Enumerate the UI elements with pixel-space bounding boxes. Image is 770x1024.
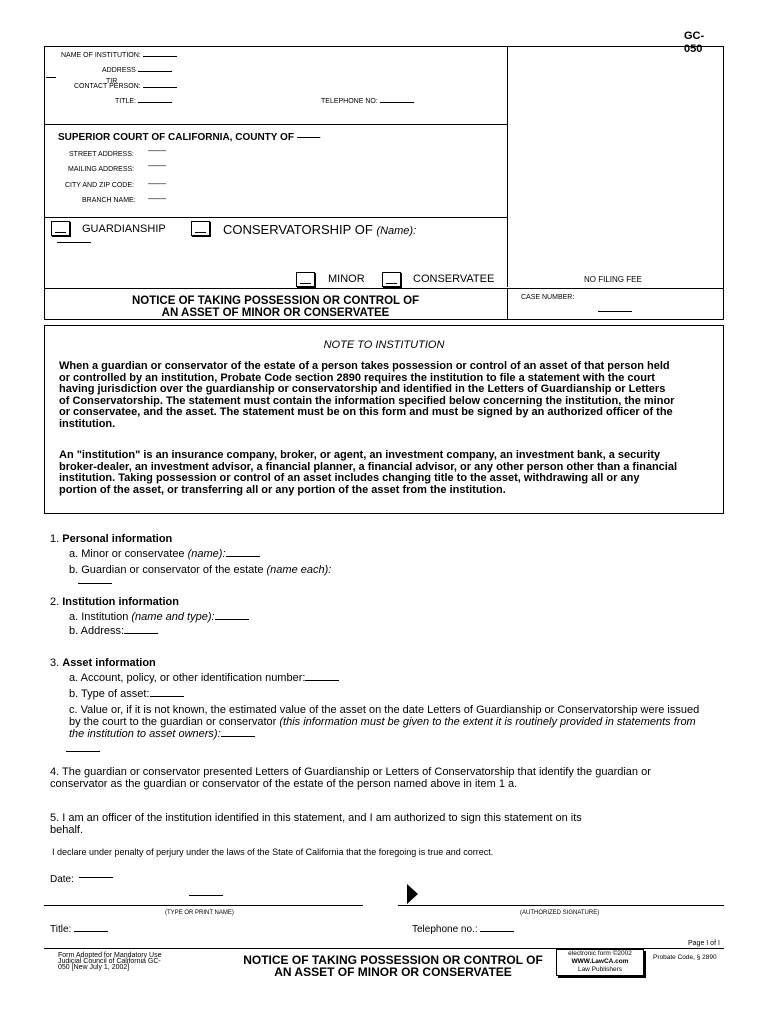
probate-code: Probate Code, § 2890 [653, 954, 717, 961]
address-label: ADDRESS [102, 67, 172, 74]
asset-value-field[interactable] [66, 751, 100, 752]
title-field-label: Title: [50, 924, 108, 935]
item-3-heading: 3. Asset information [50, 657, 156, 669]
mailing-address-label: MAILING ADDRESS: [68, 166, 135, 173]
guardianship-checkbox[interactable] [51, 221, 70, 236]
authorized-signature-label: (AUTHORIZED SIGNATURE) [520, 910, 600, 916]
case-number-label: CASE NUMBER: [521, 294, 575, 301]
title-label: TITLE: [115, 98, 172, 105]
conservatee-label: CONSERVATEE [413, 273, 495, 285]
conservatorship-label: CONSERVATORSHIP OF (Name): [223, 222, 417, 237]
item-1a: a. Minor or conservatee (name): [69, 548, 260, 560]
page-number: Page I of I [688, 940, 720, 947]
printed-name-field[interactable] [189, 895, 223, 896]
form-adopted: Form Adopted for Mandatory Use Judicial Council of California GC- 050 [New July 1, 2002] [58, 952, 162, 971]
item-1-heading: 1. Personal information [50, 533, 173, 545]
type-print-label: (TYPE OR PRINT NAME) [165, 910, 234, 916]
note-paragraph-1: When a guardian or conservator of the estate of a person takes possession or control of an asset of that person held or controlled by an institution, Probate Code section 2890 requires the institution to file a statement with the court having jurisdiction over the guardianship or conservatorship and identified in the Letters of Guardianship or Letters of Conservatorship. The statement must contain the information specified below concerning the institution, the minor or conservatee, and the asset. The statement must be on this form and must be signed by an authorized officer of the institution. [59, 360, 675, 430]
court-title: SUPERIOR COURT OF CALIFORNIA, COUNTY OF ––––– [58, 132, 320, 143]
declaration: I declare under penalty of perjury under the laws of the State of California that the foregoing is true and correct. [52, 847, 494, 857]
publisher-badge: electronic form ©2002 WWW.LawCA.com Law Publishers [556, 949, 644, 976]
date-label: Date: [50, 874, 74, 885]
footer-title: NOTICE OF TAKING POSSESSION OR CONTROL OF AN ASSET OF MINOR OR CONSERVATEE [243, 953, 543, 979]
item-4: 4. The guardian or conservator presented Letters of Guardianship or Letters of Conservatorship that identify the guardian or conservator as the guardian or conservator of the estate of the person named above in item 1 a. [50, 766, 651, 790]
item-2b: b. Address: [69, 625, 158, 637]
item-2a: a. Institution (name and type): [69, 611, 249, 623]
no-filing-fee: NO FILING FEE [584, 275, 642, 284]
guardian-name-field[interactable] [78, 583, 112, 584]
telephone-label: TELEPHONE NO: [321, 98, 414, 105]
item-3c: c. Value or, if it is not known, the estimated value of the asset on the date Letters of Guardianship or Conservatorship were issued by the court to the guardian or conservator (this information must be given to the extent it is routinely provided in statements from the institution to asset owners): [69, 704, 700, 740]
item-5: 5. I am an officer of the institution identified in this statement, and I am authorized to sign this statement on its behalf. [50, 812, 582, 836]
guardianship-label: GUARDIANSHIP [82, 223, 166, 235]
name-of-institution-label: NAME OF INSTITUTION: [61, 52, 177, 59]
signature-arrow-icon [407, 884, 418, 904]
telephone-field-label: Telephone no.: [412, 924, 514, 935]
note-paragraph-2: An "institution" is an insurance company, broker, or agent, an investment company, an investment bank, a security broker-dealer, an investment advisor, a financial planner, a financial advisor, or any other person other than a financial institution. Taking possession or control of an asset includes changing title to the asset, withdrawing all or any portion of the asset, or transferring all or any portion of the asset from the institution. [59, 449, 678, 496]
note-heading: NOTE TO INSTITUTION [323, 339, 445, 351]
item-1b: b. Guardian or conservator of the estate (name each): [69, 564, 332, 576]
minor-label: MINOR [328, 273, 365, 285]
conservatorship-checkbox[interactable] [191, 221, 210, 236]
form-number: GC-050 [684, 30, 705, 55]
signature-field[interactable] [398, 905, 724, 906]
branch-name-label: BRANCH NAME: [82, 197, 136, 204]
tir-label: TIR [106, 78, 118, 85]
street-address-label: STREET ADDRESS: [69, 151, 134, 158]
item-3a: a. Account, policy, or other identification number: [69, 672, 339, 684]
item-3b: b. Type of asset: [69, 688, 184, 700]
contact-person-label: CONTACT PERSON: [74, 83, 177, 90]
city-zip-label: CITY AND ZIP CODE: [65, 182, 134, 189]
form-title: NOTICE OF TAKING POSSESSION OR CONTROL OF AN ASSET OF MINOR OR CONSERVATEE [131, 295, 420, 319]
minor-checkbox[interactable] [296, 272, 315, 287]
item-2-heading: 2. Institution information [50, 596, 179, 608]
conservatee-checkbox[interactable] [382, 272, 401, 287]
case-number-field[interactable] [598, 311, 632, 312]
date-field[interactable] [79, 877, 113, 878]
